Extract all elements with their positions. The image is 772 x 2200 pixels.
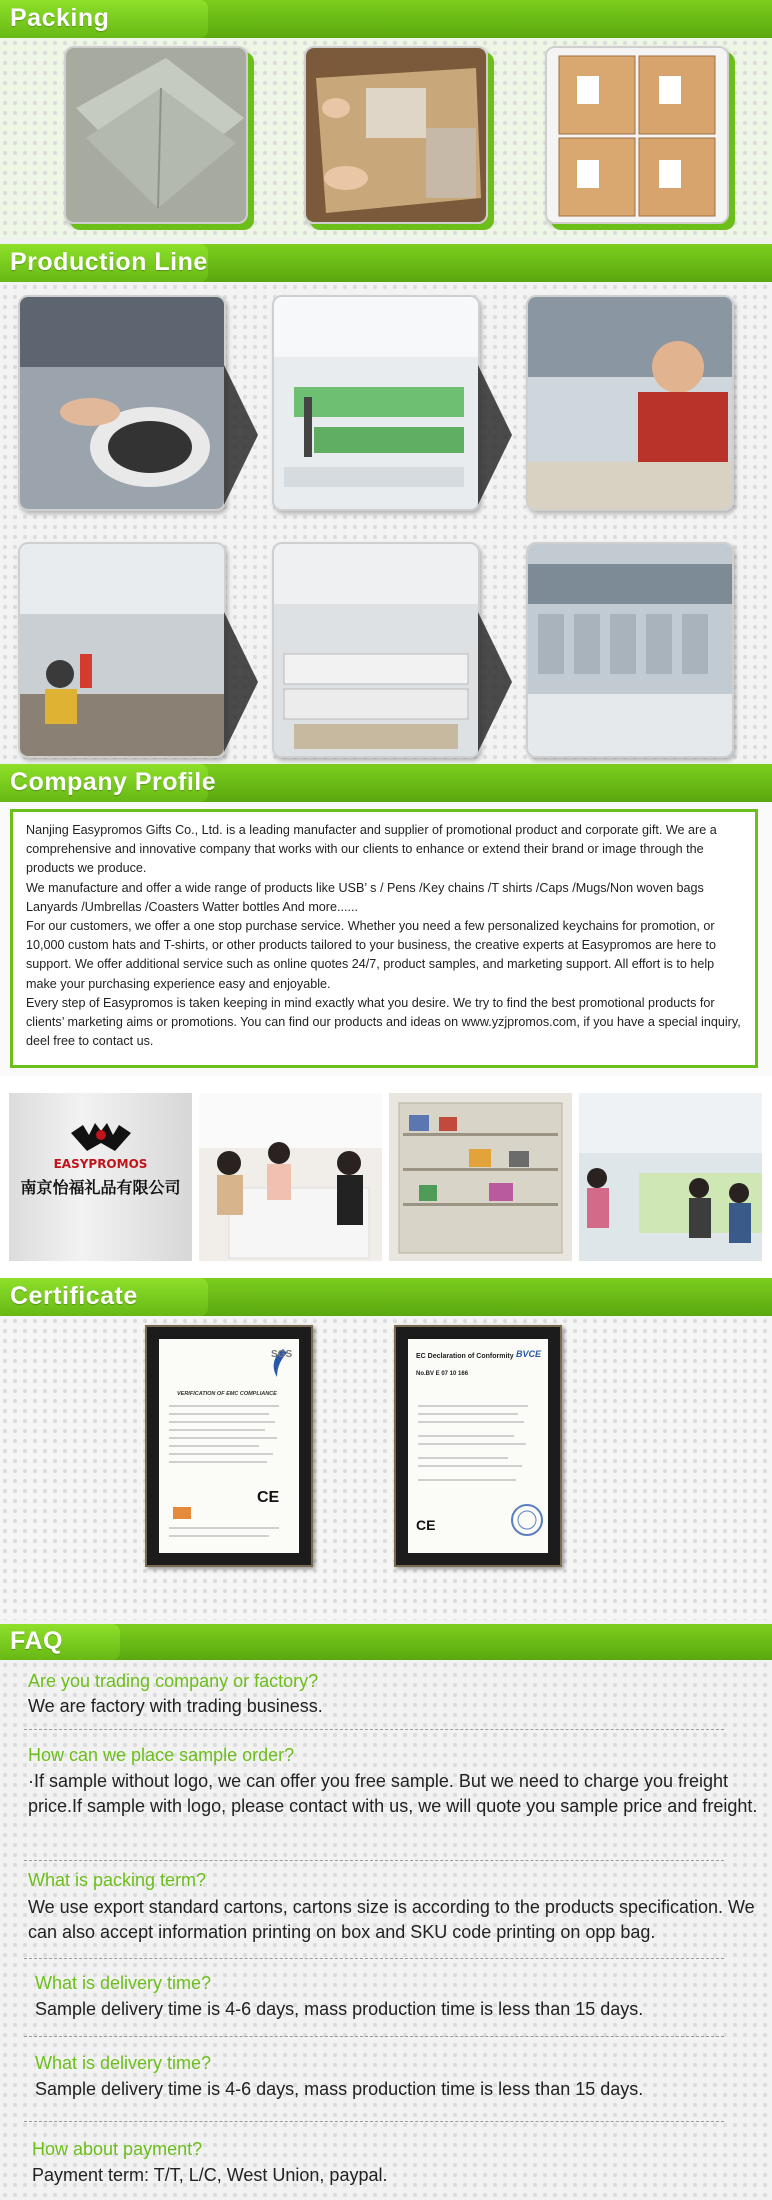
embroidery-heads-image	[528, 544, 732, 756]
office-photo-team	[199, 1093, 382, 1261]
packing-header	[0, 0, 772, 38]
office-photo-logo-wall	[9, 1093, 192, 1261]
profile-paragraph-3: For our customers, we offer a one stop purchase service. Whether you need a few personalized keychains for promotion, or 10,000 custom hats and T-shirts, or other products tailored to your business, the creative experts at Easypromos are here to support. We offer additional service such as online quotes 24/7, product samples, and marketing support. All effort is to help make your purchasing experience easy and enjoyable.	[26, 919, 716, 991]
faq-answer-3: We use export standard cartons, cartons size is according to the products specification. We can also accept information printing on box and SKU code printing on opp bag.	[28, 1897, 755, 1942]
bv-number: No.BV E 07 10 166	[416, 1371, 469, 1377]
packing-photo-2	[304, 46, 488, 224]
certificate-panel	[0, 1316, 772, 1620]
certificate-sgs	[145, 1325, 313, 1567]
embroidery-floor-image	[274, 297, 478, 509]
profile-title: Company Profile	[10, 768, 217, 796]
bv-ce-mark: CE	[416, 1517, 436, 1533]
faq-title: FAQ	[10, 1627, 63, 1655]
faq-question-6: How about payment?	[32, 2139, 203, 2159]
profile-paragraph-4: Every step of Easypromos is taken keeping in mind exactly what you desire. We try to find the best promotional products for clients’ marketing aims or promotions. You can find our products and ideas on www.yzjpromos.com, if you have a special inquiry, deel free to contact us.	[26, 995, 741, 1049]
production-title: Production Line	[10, 248, 208, 276]
production-photo-3	[526, 295, 734, 511]
production-photo-1	[18, 295, 226, 511]
faq-question-2: How can we place sample order?	[28, 1745, 295, 1765]
profile-paragraph-1: Nanjing Easypromos Gifts Co., Ltd. is a leading manufacter and supplier of promotional product and corporate gift. We are a comprehensive and innovative company that works with our clients to enhance or extend their brand or image through the products we produce.	[26, 823, 717, 876]
showroom-shelves-image	[389, 1093, 572, 1261]
faq-answer-2: ·If sample without logo, we can offer you free sample. But we need to charge you freight price.If sample with logo, please contact with us, we will quote you sample price and freight.	[28, 1771, 758, 1816]
round-seal-icon	[510, 1503, 544, 1537]
production-photo-2	[272, 295, 480, 511]
packing-photo-1	[64, 46, 248, 224]
certificate-title: Certificate	[10, 1282, 138, 1310]
faq-divider	[24, 2121, 724, 2122]
production-photo-6	[526, 542, 734, 758]
material-rolls-image	[274, 544, 478, 756]
sgs-ce-mark: CE	[257, 1489, 280, 1506]
seal-stamp	[173, 1507, 191, 1519]
workshop-image	[20, 544, 224, 756]
office-photo-desks	[579, 1093, 762, 1261]
team-working-image	[199, 1093, 382, 1261]
certificate-header	[0, 1278, 772, 1316]
cutting-patch-image	[20, 297, 224, 509]
packing-photo-3	[545, 46, 729, 224]
production-photo-5	[272, 542, 480, 758]
worker-sewing-image	[528, 297, 732, 509]
faq-divider	[24, 1958, 724, 1959]
profile-header	[0, 764, 772, 802]
faq-answer-1: We are factory with trading business.	[28, 1696, 323, 1716]
certificate-bv	[394, 1325, 562, 1567]
sgs-brand: SGS	[271, 1349, 293, 1360]
faq-divider	[24, 2036, 724, 2037]
divider-wedge	[224, 612, 258, 752]
flat-carton-image	[66, 48, 246, 222]
production-header	[0, 244, 772, 282]
faq-question-3: What is packing term?	[28, 1870, 207, 1890]
packing-title: Packing	[10, 4, 110, 32]
faq-question-1: Are you trading company or factory?	[28, 1671, 319, 1691]
profile-paragraph-2: We manufacture and offer a wide range of products like USB’ s / Pens /Key chains /T shirts /Caps /Mugs/Non woven bags Lanyards /Umbrellas /Coasters Watter bottles And more......	[26, 880, 704, 914]
faq-question-5: What is delivery time?	[35, 2053, 212, 2073]
taping-box-image	[306, 48, 486, 222]
stacked-cartons-image	[547, 48, 727, 222]
logo-text: EASYPROMOS	[53, 1157, 148, 1171]
profile-text-box	[10, 809, 758, 1068]
faq-divider	[24, 1860, 724, 1861]
faq-answer-4: Sample delivery time is 4-6 days, mass production time is less than 15 days.	[35, 1999, 644, 2019]
production-photo-4	[18, 542, 226, 758]
bat-logo-icon	[71, 1121, 131, 1155]
bv-brand: BVCE	[516, 1349, 542, 1359]
company-name-cn: 南京怡福礼品有限公司	[20, 1178, 181, 1197]
divider-wedge	[478, 612, 512, 752]
office-photo-showroom	[389, 1093, 572, 1261]
office-desks-image	[579, 1093, 762, 1261]
divider-wedge	[224, 365, 258, 505]
faq-divider	[24, 1729, 724, 1730]
faq-answer-5: Sample delivery time is 4-6 days, mass production time is less than 15 days.	[35, 2079, 644, 2099]
bv-cert-title: EC Declaration of Conformity	[416, 1353, 514, 1360]
faq-answer-6: Payment term: T/T, L/C, West Union, paypal.	[32, 2165, 388, 2185]
sgs-cert-title: VERIFICATION OF EMC COMPLIANCE	[177, 1391, 277, 1397]
faq-question-4: What is delivery time?	[35, 1973, 212, 1993]
faq-header	[0, 1624, 772, 1660]
divider-wedge	[478, 365, 512, 505]
